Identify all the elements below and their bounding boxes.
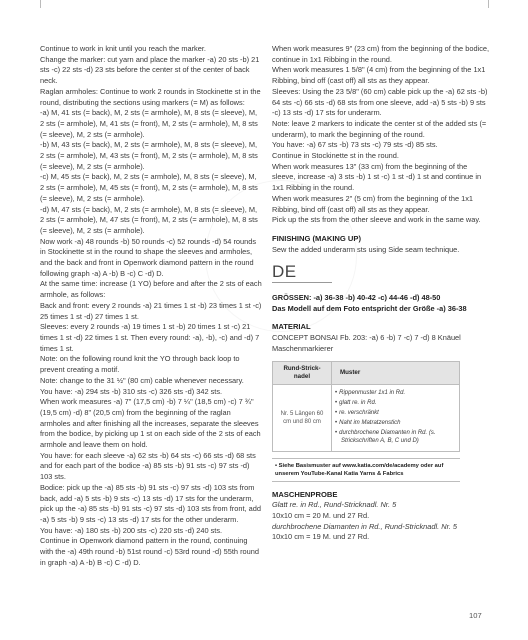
para: Change the marker: cut yarn and place the marker -a) 20 sts -b) 21 sts -c) 22 sts -d) 23 sts before the center st of the center of back neck. xyxy=(40,54,260,86)
para: Note: leave 2 markers to indicate the center st of the added sts (= underarm), to mark the beginning of the round. xyxy=(272,118,487,139)
para: You have: -a) 294 sts -b) 310 sts -c) 326 sts -d) 342 sts. xyxy=(40,386,223,396)
needle-pattern-table xyxy=(272,361,460,452)
material-heading: MATERIAL xyxy=(272,322,311,332)
para: Continue in Openwork diamond pattern in the round, continuing with the -a) 49th round -b) 51st round -c) 53rd round -d) 55th round in graph -a) A -b) B -c) C -d) D. xyxy=(40,536,259,567)
sizes-heading: GRÖSSEN: -a) 36-38 -b) 40-42 -c) 44-46 -d) 48-50 xyxy=(272,293,441,303)
para: Sleeves: every 2 rounds -a) 19 times 1 st -b) 20 times 1 st -c) 21 times 1 st -d) 22 times 1 st. Then every round: -a), -b), -c) and -d) 7 times 1 st. xyxy=(40,322,260,353)
table-header: Rund-Strick-nadel xyxy=(273,361,332,384)
list-item: • Rippenmuster 1x1 in Rd. xyxy=(335,389,456,397)
para: Note: change to the 31 ½" (80 cm) cable whenever necessary. xyxy=(40,375,244,385)
material-text: Maschenmarkierer xyxy=(272,343,334,353)
crop-mark xyxy=(40,0,41,8)
para: When work measures 1 5/8" (4 cm) from the beginning of the 1x1 Ribbing, bind off (cast off) all sts as they appear. xyxy=(272,65,486,86)
finishing-heading: FINISHING (MAKING UP) xyxy=(272,233,362,243)
gauge-line: Glatt re. in Rd., Rund-Stricknadl. Nr. 5 xyxy=(272,500,397,510)
para: -d) M, 47 sts (= back), M, 2 sts (= armhole), M, 8 sts (= sleeve), M, 2 sts (= armhole), M, 47 sts (= front), M, 2 sts (= armhole), M, 8 sts (= sleeve), M, 2 sts (= armhole). xyxy=(40,204,258,235)
para: -c) M, 45 sts (= back), M, 2 sts (= armhole), M, 8 sts (= sleeve), M, 2 sts (= armhole), M, 45 sts (= front), M, 2 sts (= armhole), M, 8 sts (= sleeve), M, 2 sts (= armhole). xyxy=(40,172,258,203)
list-item: • glatt re. in Rd. xyxy=(335,399,456,407)
pattern-list xyxy=(335,389,456,445)
gauge-line: 10x10 cm = 19 M. und 27 Rd. xyxy=(272,532,370,542)
para: When work measures 9" (23 cm) from the beginning of the bodice, continue in 1x1 Ribbing in the round. xyxy=(272,44,490,64)
sizes-subheading: Das Modell auf dem Foto entspricht der Größe -a) 36-38 xyxy=(272,303,467,313)
para: -a) M, 41 sts (= back), M, 2 sts (= armhole), M, 8 sts (= sleeve), M, 2 sts (= armhole), M, 41 sts (= front), M, 2 sts (= armhole), M, 8 sts (= sleeve), M, 2 sts (= armhole). xyxy=(40,108,258,139)
para: You have: -a) 67 sts -b) 73 sts -c) 79 sts -d) 85 sts. xyxy=(272,140,438,150)
material-text: CONCEPT BONSAI Fb. 203: -a) 6 -b) 7 -c) 7 -d) 8 Knäuel xyxy=(272,333,461,343)
para: When work measures 2" (5 cm) from the beginning of the 1x1 Ribbing, bind off (cast off) all sts as they appear. xyxy=(272,193,474,214)
crop-mark xyxy=(488,0,489,8)
gauge-heading: MASCHENPROBE xyxy=(272,489,338,499)
para: You have: for each sleeve -a) 62 sts -b) 64 sts -c) 66 sts -d) 68 sts and for each part of the bodice -a) 85 sts -b) 91 sts -c) 97 sts -d) 103 sts. xyxy=(40,450,256,482)
table-header: Muster xyxy=(332,361,460,384)
para: Raglan armholes: Continue to work 2 rounds in Stockinette st in the round, distributing the sections using markers (= M) as follows: xyxy=(40,86,261,107)
language-label: DE xyxy=(272,262,297,282)
para: Pick up the sts from the other sleeve and work in the same way. xyxy=(272,215,481,225)
para: Now work -a) 48 rounds -b) 50 rounds -c) 52 rounds -d) 54 rounds in Stockinette st in the round to shape the sleeves and armholes, and the back and front in Openwork diamond pattern in the round following graph -a) A -b) B -c) C -d) D. xyxy=(40,236,257,278)
para: -b) M, 43 sts (= back), M, 2 sts (= armhole), M, 8 sts (= sleeve), M, 2 sts (= armhole), M, 43 sts (= front), M, 2 sts (= armhole), M, 8 sts (= sleeve), M, 2 sts (= armhole). xyxy=(40,140,258,171)
para: You have: -a) 180 sts -b) 200 sts -c) 220 sts -d) 240 sts. xyxy=(40,525,223,535)
list-item: • re. verschränkt xyxy=(335,409,456,417)
basic-pattern-note: • Siehe Basismuster auf www.katia.com/de/academy oder auf unserem YouTube-Kanal Katia Yarns & Fabrics xyxy=(272,458,460,482)
para: Continue in Stockinette st in the round. xyxy=(272,151,399,161)
para: Bodice: pick up the -a) 85 sts -b) 91 sts -c) 97 sts -d) 103 sts from back, add -a) 5 sts -b) 9 sts -c) 13 sts -d) 17 sts for the underarm, pick up the -a) 85 sts -b) 91 sts -c) 97 sts -d) 103 sts from front, add -a) 5 sts -b) 9 sts -c) 13 sts -d) 17 sts for the other underarm. xyxy=(40,482,261,524)
language-section-de xyxy=(272,262,490,283)
crop-marks xyxy=(0,0,528,16)
table-cell xyxy=(332,384,460,451)
finishing-text: Sew the added underarm sts using Side seam technique. xyxy=(272,244,460,254)
para: Note: on the following round knit the YO through back loop to prevent creating a motif. xyxy=(40,354,240,375)
para: Continue to work in knit until you reach the marker. xyxy=(40,44,206,53)
list-item: • Naht im Matratzenstich xyxy=(335,419,456,427)
table-header-row xyxy=(273,361,460,384)
para: When work measures -a) 7" (17,5 cm) -b) 7 ¼" (18,5 cm) -c) 7 ¾" (19,5 cm) -d) 8" (20,5 cm) from the beginning of the raglan armholes and after finishing all the increases, separate the sleeves from the bodice, by picking up 1 st on each side of the 2 sts of each armhole and leave them on hold. xyxy=(40,397,261,450)
gauge-line: 10x10 cm = 20 M. und 27 Rd. xyxy=(272,510,370,520)
right-column xyxy=(272,44,490,543)
para: At the same time: increase (1 YO) before and after the 2 sts of each armhole, as follows: xyxy=(40,279,262,300)
para: Sleeves: Using the 23 5/8" (60 cm) cable pick up the -a) 62 sts -b) 64 sts -c) 66 sts -d) 68 sts from one sleeve, add -a) 5 sts -b) 9 sts -c) 13 sts -d) 17 sts for underarm. xyxy=(272,86,488,118)
para: When work measures 13" (33 cm) from the beginning of the sleeve, increase -a) 3 sts -b) 1 st -c) 1 st -d) 1 st and continue in 1x1 Ribbing in the round. xyxy=(272,161,482,193)
left-column xyxy=(40,44,262,568)
divider xyxy=(272,282,332,283)
gauge-line: durchbrochene Diamanten in Rd., Rund-Stricknadl. Nr. 5 xyxy=(272,521,457,531)
page-number: 107 xyxy=(469,611,482,620)
table-row xyxy=(273,384,460,451)
list-item: • durchbrochene Diamanten in Rd. (s. Strickschriften A, B, C und D) xyxy=(335,429,456,445)
table-cell: Nr. 5 Längen 60 cm und 80 cm xyxy=(273,384,332,451)
para: Back and front: every 2 rounds -a) 21 times 1 st -b) 23 times 1 st -c) 25 times 1 st -d) 27 times 1 st. xyxy=(40,300,262,321)
